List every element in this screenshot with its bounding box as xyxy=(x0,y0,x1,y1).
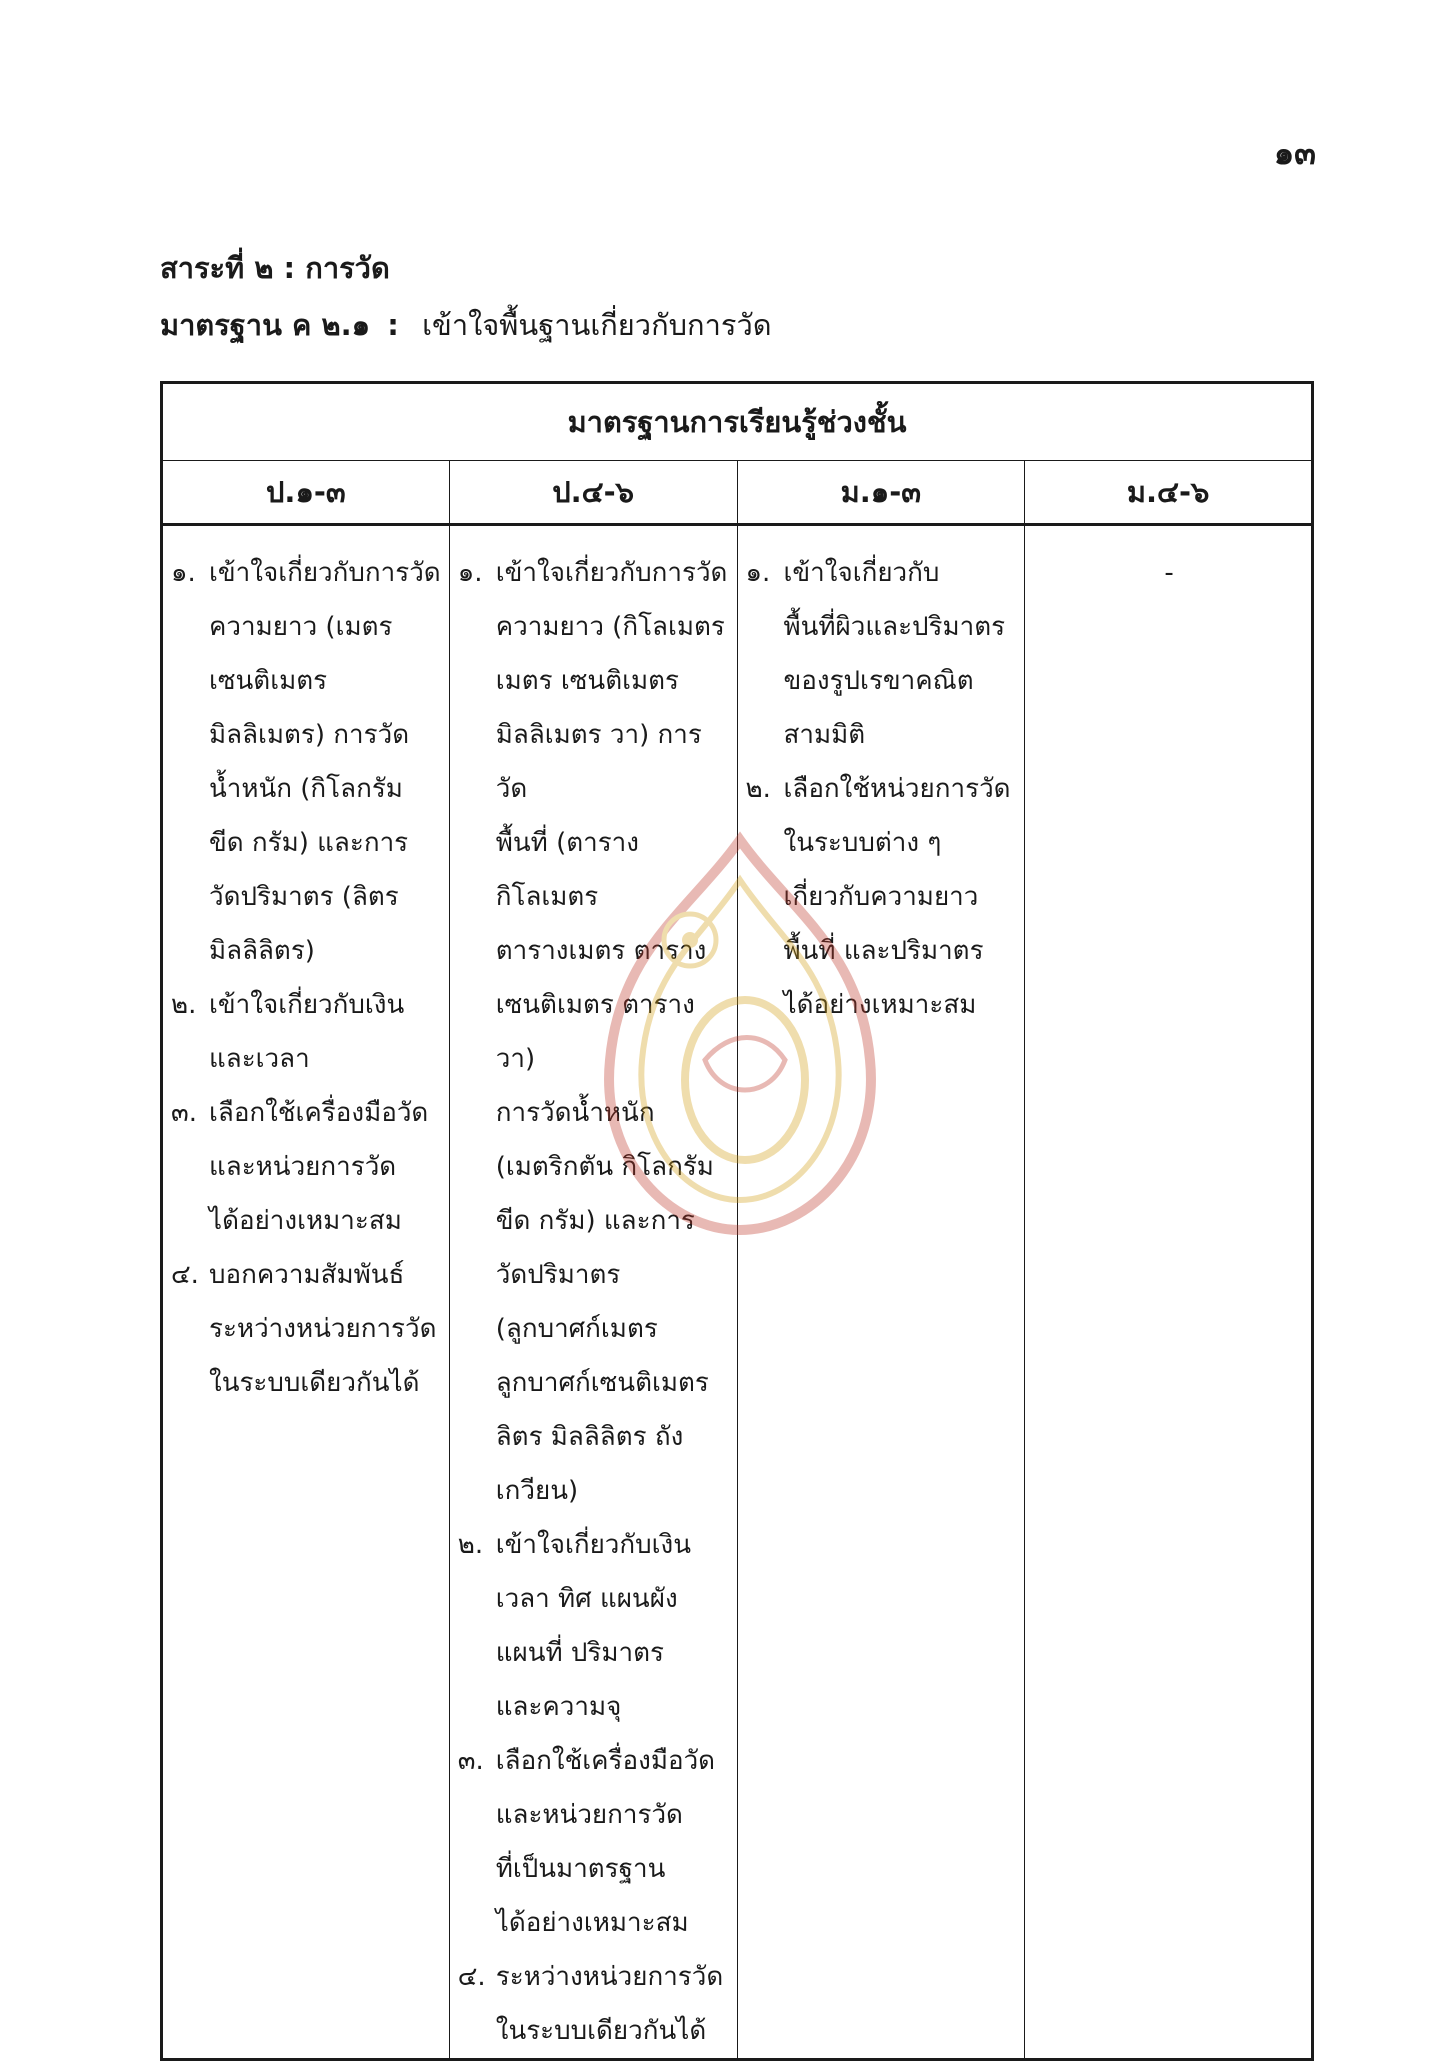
item-line: พื้นที่ (ตารางกิโลเมตร xyxy=(495,828,639,912)
item-line: วัดปริมาตร (ลิตร xyxy=(209,882,399,912)
list-item xyxy=(171,978,443,1086)
item-line: และเวลา xyxy=(209,1044,310,1074)
item-line: และหน่วยการวัด xyxy=(209,1152,397,1182)
list-item xyxy=(171,1086,443,1248)
item-line: เข้าใจเกี่ยวกับการวัด xyxy=(209,558,441,588)
item-number: ๔. xyxy=(171,1260,199,1290)
list-item xyxy=(458,546,731,1518)
item-line: เลือกใช้หน่วยการวัด xyxy=(783,774,1011,804)
empty-dash: - xyxy=(1164,558,1174,588)
item-text xyxy=(209,1086,443,1248)
standard-heading xyxy=(160,302,772,348)
item-number: ๔. xyxy=(457,1962,486,1992)
item-line: ตารางเมตร ตาราง xyxy=(495,936,707,966)
table-title: มาตรฐานการเรียนรู้ช่วงชั้น xyxy=(162,383,1313,461)
item-line: เมตร เซนติเมตร xyxy=(495,666,679,696)
item-line: เลือกใช้เครื่องมือวัด xyxy=(209,1098,429,1128)
item-number: ๒. xyxy=(171,990,197,1020)
item-line: ลูกบาศก์เซนติเมตร xyxy=(495,1368,709,1398)
list-item xyxy=(746,762,1019,1032)
list-item xyxy=(171,546,443,978)
standard-separator: : xyxy=(387,308,399,342)
item-line: เวลา ทิศ แผนผัง xyxy=(495,1584,678,1614)
item-text xyxy=(496,546,731,1518)
item-number: ๓. xyxy=(171,1098,198,1128)
learning-standards-table xyxy=(160,381,1314,2061)
item-text xyxy=(496,1734,731,1950)
item-number: ๓. xyxy=(457,1746,484,1776)
item-line: เกี่ยวกับความยาว xyxy=(783,882,979,912)
item-line: เข้าใจเกี่ยวกับ xyxy=(783,558,940,588)
item-line: บอกความสัมพันธ์ xyxy=(209,1260,405,1290)
item-line: สามมิติ xyxy=(783,720,866,750)
item-text xyxy=(209,546,443,978)
item-line: มิลลิลิตร) xyxy=(209,936,315,966)
standard-text: เข้าใจพื้นฐานเกี่ยวกับการวัด xyxy=(422,308,772,342)
item-list xyxy=(746,546,1019,1032)
item-line: ระหว่างหน่วยการวัด xyxy=(209,1314,437,1344)
item-line: ได้อย่างเหมาะสม xyxy=(495,1908,689,1938)
item-line: ของรูปเรขาคณิต xyxy=(783,666,974,696)
item-number: ๑. xyxy=(745,558,771,588)
column-m1-3 xyxy=(737,525,1025,2060)
item-line: เข้าใจเกี่ยวกับเงิน xyxy=(495,1530,692,1560)
item-text xyxy=(784,546,1019,762)
item-text xyxy=(496,1950,731,2058)
column-header-m1-3: ม.๑-๓ xyxy=(737,461,1025,525)
item-line: ความยาว (เมตร xyxy=(209,612,393,642)
item-line: ในระบบเดียวกันได้ xyxy=(495,2016,707,2046)
item-line: เข้าใจเกี่ยวกับเงิน xyxy=(209,990,405,1020)
standard-label: มาตรฐาน ค ๒.๑ xyxy=(160,308,371,342)
column-p4-6 xyxy=(449,525,737,2060)
item-line: วัดปริมาตร xyxy=(495,1260,621,1290)
item-line: ความยาว (กิโลเมตร xyxy=(495,612,725,642)
item-line: (ลูกบาศก์เมตร xyxy=(495,1314,658,1344)
list-item xyxy=(171,1248,443,1410)
item-number: ๑. xyxy=(457,558,483,588)
item-line: เลือกใช้เครื่องมือวัด xyxy=(495,1746,716,1776)
item-text xyxy=(209,1248,443,1410)
item-line: และหน่วยการวัด xyxy=(495,1800,683,1830)
item-text xyxy=(784,762,1019,1032)
item-line: เกวียน) xyxy=(495,1476,579,1506)
item-line: น้ำหนัก (กิโลกรัม xyxy=(209,774,403,804)
item-line: ในระบบต่าง ๆ xyxy=(783,828,942,858)
item-line: เซนติเมตร ตารางวา) xyxy=(495,990,695,1074)
item-line: ระหว่างหน่วยการวัด xyxy=(495,1962,724,1992)
item-line: เซนติเมตร xyxy=(209,666,328,696)
column-header-p4-6: ป.๔-๖ xyxy=(449,461,737,525)
item-line: การวัดน้ำหนัก xyxy=(495,1098,655,1128)
item-line: ที่เป็นมาตรฐาน xyxy=(495,1854,666,1884)
item-line: พื้นที่ และปริมาตร xyxy=(783,936,984,966)
item-line: มิลลิเมตร วา) การวัด xyxy=(495,720,702,804)
item-list xyxy=(458,546,731,2058)
item-line: มิลลิเมตร) การวัด xyxy=(209,720,410,750)
item-line: ได้อย่างเหมาะสม xyxy=(783,990,977,1020)
item-line: และความจุ xyxy=(495,1692,622,1722)
item-line: พื้นที่ผิวและปริมาตร xyxy=(783,612,1006,642)
list-item xyxy=(458,1950,731,2058)
strand-title: สาระที่ ๒ : การวัด xyxy=(160,251,390,285)
item-line: ได้อย่างเหมาะสม xyxy=(209,1206,402,1236)
item-text xyxy=(496,1518,731,1734)
page-number: ๑๓ xyxy=(1273,134,1316,172)
column-header-m4-6: ม.๔-๖ xyxy=(1025,461,1313,525)
list-item xyxy=(458,1734,731,1950)
item-text xyxy=(209,978,443,1086)
item-number: ๒. xyxy=(457,1530,484,1560)
list-item xyxy=(746,546,1019,762)
column-p1-3 xyxy=(162,525,450,2060)
item-line: ขีด กรัม) และการ xyxy=(495,1206,695,1236)
column-header-p1-3: ป.๑-๓ xyxy=(162,461,450,525)
item-line: ลิตร มิลลิลิตร ถัง xyxy=(495,1422,684,1452)
item-line: (เมตริกตัน กิโลกรัม xyxy=(495,1152,714,1182)
item-line: แผนที่ ปริมาตร xyxy=(495,1638,664,1668)
item-line: เข้าใจเกี่ยวกับการวัด xyxy=(495,558,728,588)
item-number: ๑. xyxy=(171,558,196,588)
item-line: ขีด กรัม) และการ xyxy=(209,828,409,858)
item-line: ในระบบเดียวกันได้ xyxy=(209,1368,420,1398)
column-m4-6 xyxy=(1025,525,1313,2060)
item-number: ๒. xyxy=(745,774,771,804)
list-item xyxy=(458,1518,731,1734)
item-list xyxy=(171,546,443,1410)
